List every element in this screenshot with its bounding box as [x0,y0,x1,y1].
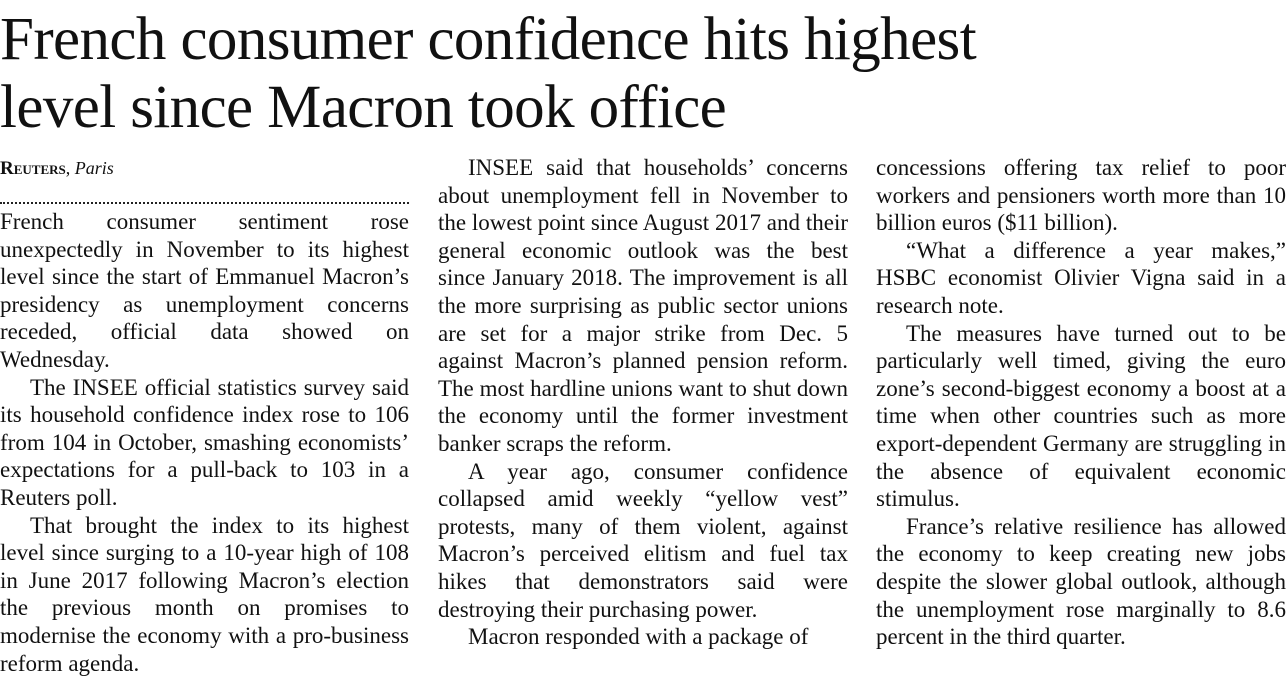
paragraph: “What a difference a year makes,” HSBC economist Olivier Vigna said in a research note. [876,237,1286,318]
paragraph: INSEE said that households’ concerns about unemployment fell in November to the lowest point since August 2017 and their general economic outlook was the best since January 2018. The improvement is all the more surprising as public sector unions are set for a major strike from Dec. 5 against Macron’s planned pension reform. The most hardline unions want to shut down the economy until the former investment banker scraps the reform. [438,155,848,456]
paragraph: Macron responded with a package of [468,624,809,650]
byline-separator: , [65,158,75,178]
article-column-1 [0,154,409,677]
paragraph: A year ago, consumer confidence collapsed amid weekly “yellow vest” protests, many of them violent, against Macron’s perceived elitism and fuel tax hikes that demonstrators said were destroying their purchasing power. [438,458,848,622]
article-column-2 [438,154,848,651]
paragraph: The measures have turned out to be particularly well timed, giving the euro zone’s second-biggest economy a boost at a time when other countries such as more export-dependent Germany are struggling in the absence of equivalent economic stimulus. [876,320,1286,512]
headline-line-2: level since Macron took office [0,74,727,141]
paragraph: France’s relative resilience has allowed the economy to keep creating new jobs despite the slower global outlook, although the unemployment rose marginally to 8.6 percent in the third quarter. [876,513,1286,650]
byline-place: Paris [74,158,114,178]
headline-line-1: French consumer confidence hits highest [0,6,977,73]
paragraph: That brought the index to its highest level since surging to a 10-year high of 108 in June 2017 following Macron’s election the previous month on promises to modernise the economy with a pro-business reform agenda. [0,512,409,676]
paragraph: concessions offering tax relief to poor workers and pensioners worth more than 10 billion euros ($11 billion). [876,155,1286,236]
dotted-divider [0,182,409,204]
headline [0,6,1286,142]
paragraph: The INSEE official statistics survey said its household confidence index rose to 106 from 104 in October, smashing economists’ expectations for a pull-back to 103 in a Reuters poll. [0,374,409,510]
byline-agency: Reuters [0,158,66,179]
byline [0,154,409,182]
paragraph: French consumer sentiment rose unexpectedly in November to its highest level since the start of Emmanuel Macron’s presidency as unemployment concerns receded, official data showed on Wednesday. [0,209,409,372]
article-column-3 [876,154,1286,651]
